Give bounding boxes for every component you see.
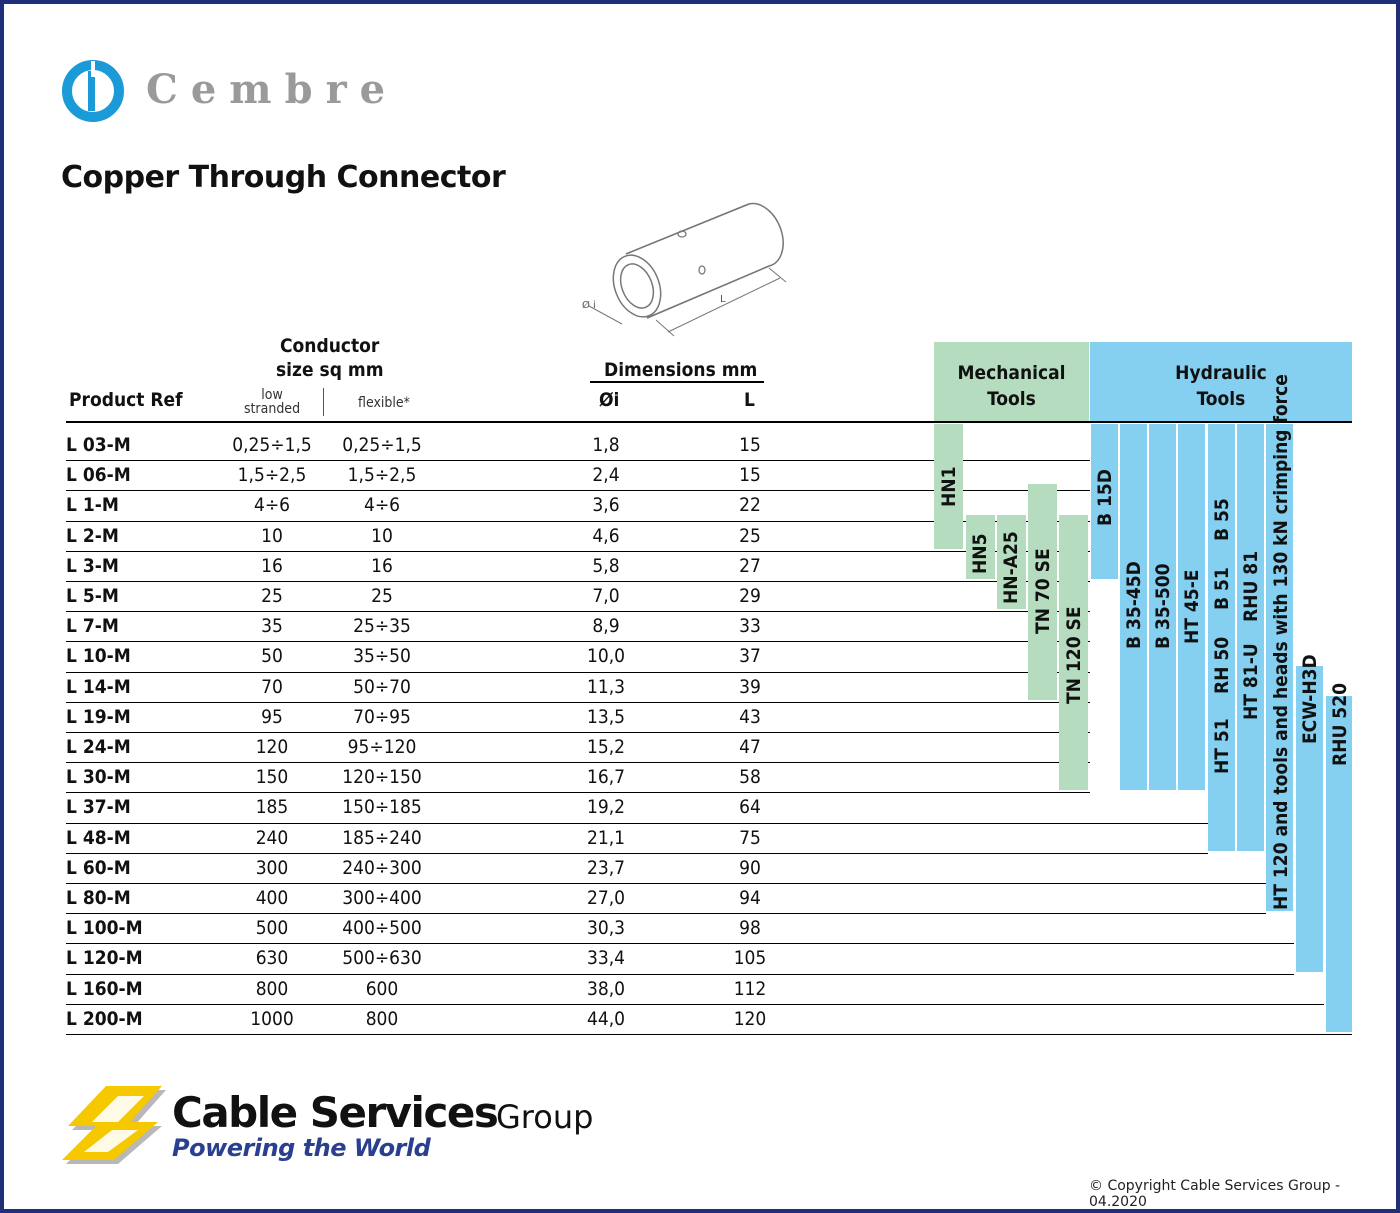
- product-ref-cell: L 80-M: [66, 887, 131, 909]
- row-divider: [66, 762, 1090, 763]
- oi-cell: 1,8: [592, 434, 620, 456]
- row-divider: [66, 732, 1090, 733]
- product-ref-cell: L 200-M: [66, 1007, 143, 1030]
- dimensions-header: Dimensions mm: [604, 359, 758, 381]
- flexible-cell: 0,25÷1,5: [342, 434, 422, 456]
- low-stranded-cell: 1,5÷2,5: [237, 464, 307, 487]
- flexible-cell: 95÷120: [347, 736, 417, 758]
- low-stranded-cell: 0,25÷1,5: [232, 434, 312, 456]
- hydraulic-tool-bar: [1237, 424, 1264, 851]
- flexible-cell: 70÷95: [353, 705, 411, 728]
- tool-label-b-35-500: B 35-500: [1152, 563, 1174, 649]
- low-stranded-cell: 4÷6: [253, 494, 291, 517]
- csg-logo-icon: [62, 1086, 170, 1168]
- tool-label-rh-50: RH 50: [1211, 636, 1233, 694]
- conductor-header: Conductor: [280, 335, 380, 357]
- l-cell: 33: [739, 615, 761, 638]
- product-ref-cell: L 37-M: [66, 796, 131, 819]
- flexible-cell: 4÷6: [363, 494, 401, 517]
- low-stranded-cell: 95: [261, 705, 283, 728]
- oi-cell: 4,6: [592, 524, 620, 547]
- row-divider: [66, 1034, 1352, 1035]
- tool-label-ht-51: HT 51: [1211, 718, 1233, 774]
- tool-label-rhu-520: RHU 520: [1329, 683, 1351, 766]
- oi-cell: 33,4: [586, 947, 626, 970]
- flexible-cell: 25: [371, 585, 393, 607]
- oi-cell: 15,2: [586, 736, 626, 758]
- row-divider: [66, 792, 1090, 793]
- row-divider: [66, 913, 1266, 914]
- l-cell: 98: [739, 917, 761, 940]
- oi-cell: 2,4: [592, 464, 620, 487]
- oi-cell: 30,3: [586, 917, 626, 940]
- low-stranded-cell: 800: [255, 977, 289, 1000]
- flexible-cell: 300÷400: [342, 887, 422, 909]
- header-line: [66, 421, 1352, 423]
- flexible-cell: 185÷240: [342, 826, 422, 849]
- tool-label-b-35-45d: B 35-45D: [1123, 561, 1145, 649]
- low-stranded-cell: 70: [261, 675, 283, 698]
- low-stranded-cell: 10: [261, 524, 283, 547]
- oi-cell: 27,0: [586, 887, 626, 909]
- tool-label-hn-a25: HN-A25: [1000, 531, 1022, 604]
- flexible-cell: 600: [365, 977, 399, 1000]
- product-ref-cell: L 48-M: [66, 826, 131, 849]
- l-header: L: [744, 389, 755, 411]
- row-divider: [66, 702, 1090, 703]
- l-cell: 25: [739, 524, 761, 547]
- l-cell: 15: [739, 464, 761, 487]
- l-cell: 47: [739, 736, 761, 758]
- product-ref-cell: L 7-M: [66, 615, 119, 638]
- product-ref-cell: L 160-M: [66, 977, 143, 1000]
- flexible-cell: 800: [365, 1007, 399, 1030]
- low-stranded-cell: 1000: [250, 1007, 294, 1030]
- product-ref-cell: L 3-M: [66, 554, 119, 577]
- l-cell: 22: [739, 494, 761, 517]
- tool-label-ht-81-u: HT 81-U: [1240, 643, 1262, 720]
- cembre-logo-text: Cembre: [146, 66, 399, 113]
- tool-label-b-51: B 51: [1211, 567, 1233, 610]
- tool-label-b-55: B 55: [1211, 498, 1233, 541]
- product-ref-cell: L 06-M: [66, 464, 131, 487]
- mechanical-tools-header: Mechanical Tools: [934, 342, 1089, 421]
- flexible-cell: 400÷500: [342, 917, 422, 940]
- row-divider: [66, 641, 1090, 642]
- low-stranded-cell: 35: [261, 615, 283, 638]
- tool-label-tn-70-se: TN 70 SE: [1032, 548, 1054, 634]
- dim-i-label: Ø i: [582, 300, 596, 311]
- l-cell: 120: [733, 1007, 767, 1030]
- l-cell: 75: [739, 826, 761, 849]
- l-cell: 90: [739, 856, 761, 879]
- product-ref-cell: L 24-M: [66, 736, 131, 758]
- oi-cell: 23,7: [586, 856, 626, 879]
- product-ref-cell: L 03-M: [66, 434, 131, 456]
- tool-label-hn5: HN5: [969, 533, 991, 574]
- tool-label-ht-45-e: HT 45-E: [1181, 569, 1203, 644]
- oi-cell: 44,0: [586, 1007, 626, 1030]
- csg-tagline: Powering the World: [172, 1134, 431, 1162]
- header-divider: [323, 388, 324, 416]
- low-stranded-cell: 300: [255, 856, 289, 879]
- l-cell: 112: [733, 977, 767, 1000]
- tool-label-ecw-h3d: ECW-H3D: [1299, 654, 1321, 744]
- flexible-cell: 16: [371, 554, 393, 577]
- low-stranded-cell: 50: [261, 645, 283, 668]
- row-divider: [66, 611, 1090, 612]
- low-stranded-cell: 240: [255, 826, 289, 849]
- product-ref-cell: L 5-M: [66, 585, 119, 607]
- flexible-cell: 1,5÷2,5: [347, 464, 417, 487]
- flexible-cell: 120÷150: [342, 766, 422, 789]
- product-ref-cell: L 1-M: [66, 494, 119, 517]
- l-cell: 39: [739, 675, 761, 698]
- flexible-cell: 10: [371, 524, 393, 547]
- product-ref-cell: L 30-M: [66, 766, 131, 789]
- oi-cell: 38,0: [586, 977, 626, 1000]
- flexible-cell: 35÷50: [353, 645, 411, 668]
- l-cell: 43: [739, 705, 761, 728]
- l-cell: 37: [739, 645, 761, 668]
- l-cell: 27: [739, 554, 761, 577]
- low-stranded-cell: 25: [261, 585, 283, 607]
- flexible-header: flexible*: [358, 395, 410, 411]
- oi-cell: 11,3: [586, 675, 626, 698]
- low-stranded-cell: 400: [255, 887, 289, 909]
- low-stranded-header: low stranded: [243, 387, 301, 417]
- cembre-logo-icon: [60, 58, 128, 124]
- dimensions-underline: [590, 381, 764, 383]
- flexible-cell: 50÷70: [353, 675, 411, 698]
- row-divider: [66, 974, 1294, 975]
- oi-cell: 19,2: [586, 796, 626, 819]
- oi-cell: 3,6: [592, 494, 620, 517]
- oi-cell: 10,0: [586, 645, 626, 668]
- flexible-cell: 500÷630: [342, 947, 422, 970]
- flexible-cell: 240÷300: [342, 856, 422, 879]
- copyright: © Copyright Cable Services Group - 04.2020: [1089, 1178, 1341, 1210]
- oi-cell: 7,0: [592, 585, 620, 607]
- oi-cell: 13,5: [586, 705, 626, 728]
- oi-cell: 5,8: [592, 554, 620, 577]
- row-divider: [66, 823, 1208, 824]
- row-divider: [66, 551, 1090, 552]
- page-title: Copper Through Connector: [61, 160, 506, 195]
- l-cell: 58: [739, 766, 761, 789]
- product-ref-header: Product Ref: [69, 389, 183, 411]
- oi-cell: 16,7: [586, 766, 626, 789]
- low-stranded-cell: 185: [255, 796, 289, 819]
- product-ref-cell: L 14-M: [66, 675, 131, 698]
- low-stranded-cell: 120: [255, 736, 289, 758]
- dim-l-label: L: [720, 294, 726, 305]
- connector-diagram: [564, 196, 804, 341]
- tool-label-hn1: HN1: [938, 466, 960, 507]
- product-ref-cell: L 100-M: [66, 917, 143, 940]
- flexible-cell: 150÷185: [342, 796, 422, 819]
- tool-label-ht-120: HT 120 and tools and heads with 130 kN crimping force: [1270, 374, 1292, 910]
- tool-label-rhu-81: RHU 81: [1240, 550, 1262, 622]
- low-stranded-cell: 500: [255, 917, 289, 940]
- low-stranded-cell: 630: [255, 947, 289, 970]
- conductor-header-2: size sq mm: [276, 359, 384, 381]
- l-cell: 94: [739, 887, 761, 909]
- product-ref-cell: L 2-M: [66, 524, 119, 547]
- row-divider: [66, 1004, 1324, 1005]
- low-stranded-cell: 16: [261, 554, 283, 577]
- tool-label-b-15d: B 15D: [1094, 469, 1116, 526]
- oi-cell: 21,1: [586, 826, 626, 849]
- flexible-cell: 25÷35: [353, 615, 411, 638]
- row-divider: [66, 672, 1090, 673]
- product-ref-cell: L 60-M: [66, 856, 131, 879]
- low-stranded-cell: 150: [255, 766, 289, 789]
- product-ref-cell: L 10-M: [66, 645, 131, 668]
- l-cell: 15: [739, 434, 761, 456]
- l-cell: 29: [739, 585, 761, 607]
- row-divider: [66, 581, 1090, 582]
- csg-name: Cable Services: [172, 1088, 498, 1137]
- row-divider: [66, 943, 1294, 944]
- oi-cell: 8,9: [592, 615, 620, 638]
- oi-header: Øi: [599, 389, 620, 411]
- product-ref-cell: L 19-M: [66, 705, 131, 728]
- l-cell: 105: [733, 947, 767, 970]
- l-cell: 64: [739, 796, 761, 819]
- row-divider: [66, 883, 1266, 884]
- csg-group: Group: [496, 1098, 594, 1136]
- row-divider: [66, 853, 1208, 854]
- tool-label-tn-120-se: TN 120 SE: [1063, 606, 1085, 704]
- hydraulic-tools-header: Hydraulic Tools: [1090, 342, 1352, 421]
- product-ref-cell: L 120-M: [66, 947, 143, 970]
